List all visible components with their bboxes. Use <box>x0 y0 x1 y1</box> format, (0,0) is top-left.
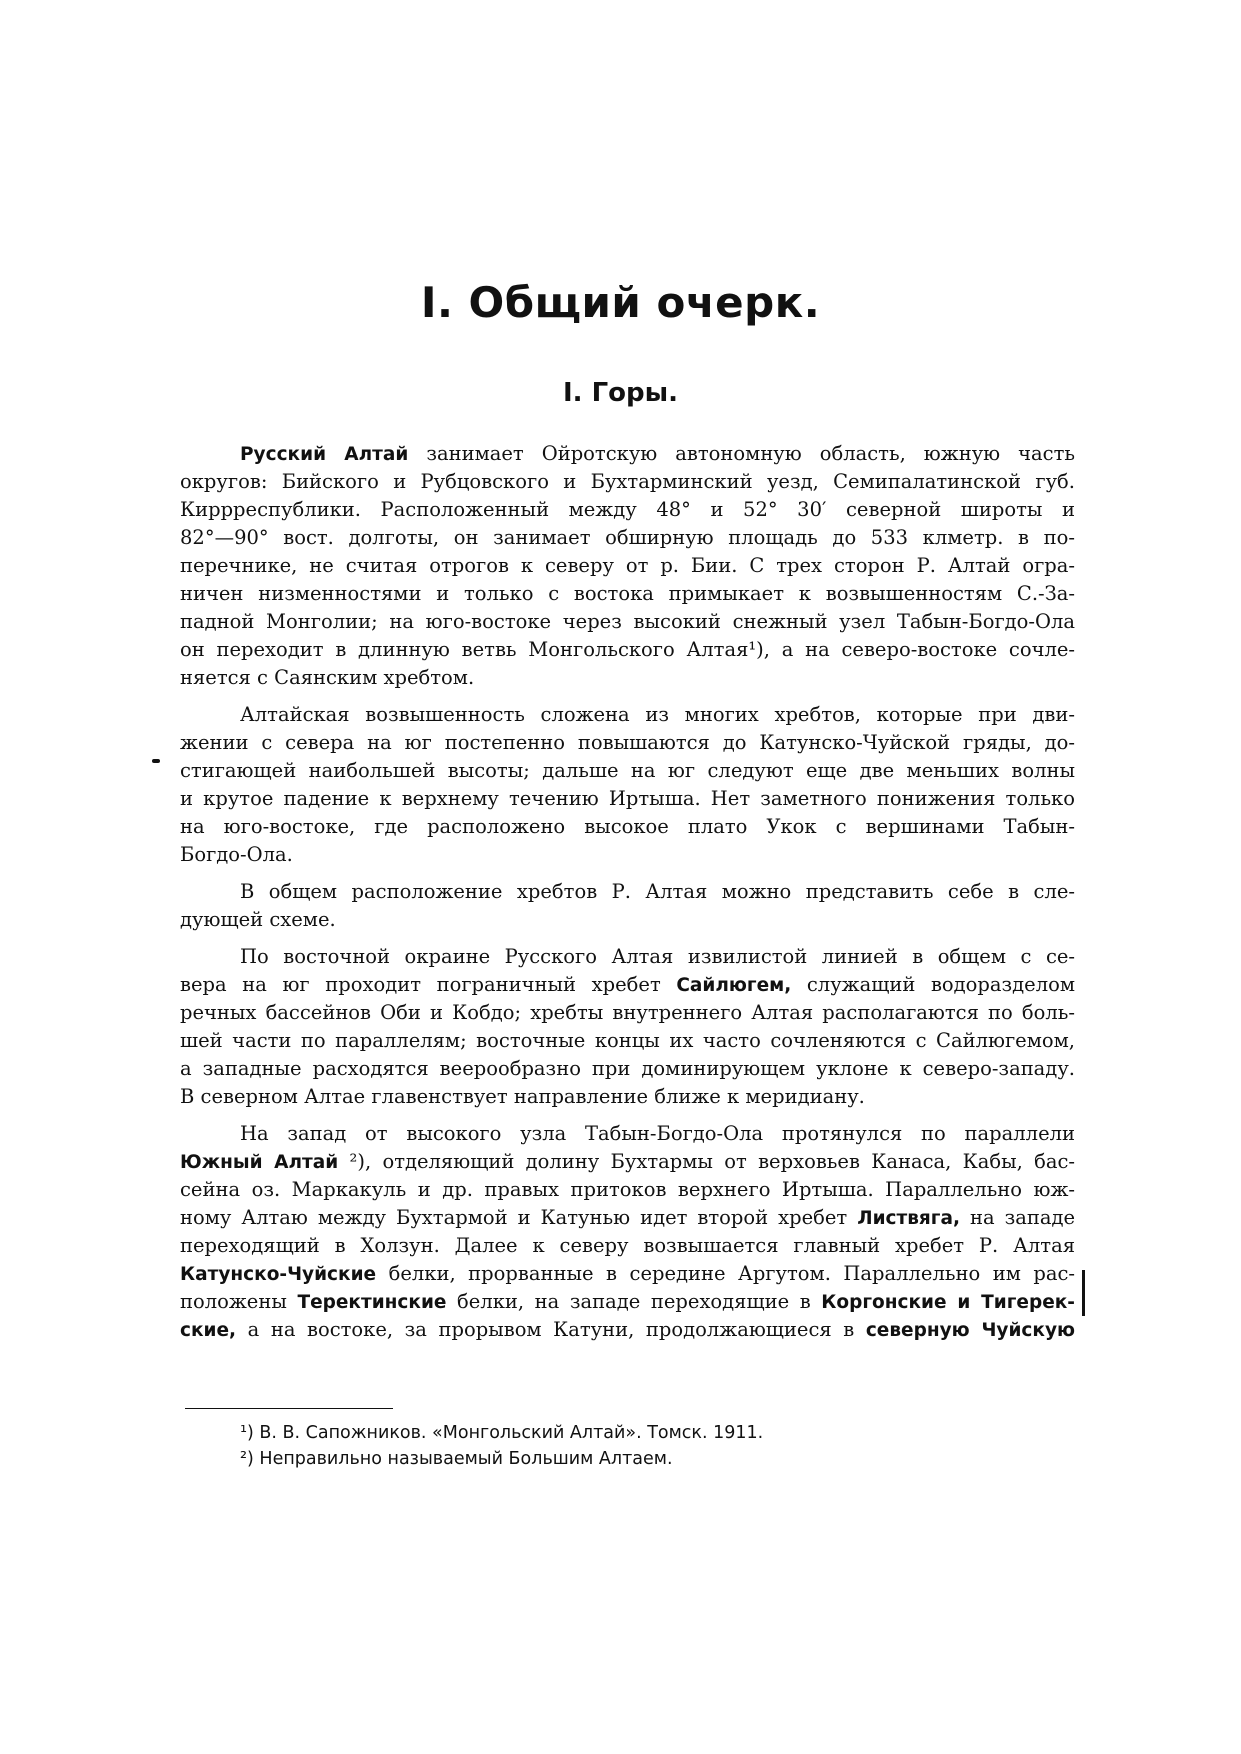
term: северную Чуйскую <box>865 1320 1075 1341</box>
term: ские, <box>180 1320 237 1341</box>
text-line: на юго-востоке, где расположено высокое плато Укок с вершинами Табын- <box>180 815 1075 838</box>
text-line: няется с Саянским хребтом. <box>180 666 475 689</box>
text-line: На запад от высокого узла Табын-Богдо-Ола протянулся по параллели <box>240 1122 1075 1145</box>
text-line: положены Теректинские белки, на западе переходящие в Коргонские и Тигерек- <box>180 1290 1075 1313</box>
margin-mark <box>152 759 160 763</box>
text-line: дующей схеме. <box>180 908 336 931</box>
paragraph <box>180 701 1075 869</box>
footnote-divider <box>185 1408 393 1409</box>
text-line: падной Монголии; на юго-востоке через высокий снежный узел Табын-Богдо-Ола <box>180 610 1075 633</box>
text-line: Алтайская возвышенность сложена из многих хребтов, которые при дви- <box>240 703 1075 726</box>
term: Русский Алтай <box>240 444 409 465</box>
text-line: В общем расположение хребтов Р. Алтая можно представить себе в сле- <box>240 880 1075 903</box>
text-line: округов: Бийского и Рубцовского и Бухтарминский уезд, Семипалатинской губ. <box>180 470 1075 493</box>
text-line: жении с севера на юг постепенно повышаются до Катунско-Чуйской гряды, до- <box>180 731 1075 754</box>
term: Листвяга, <box>857 1208 960 1229</box>
text-line: вера на юг проходит пограничный хребет Сайлюгем, служащий водоразделом <box>180 973 1076 996</box>
text-line: перечнике, не считая отрогов к северу от р. Бии. С трех сторон Р. Алтай огра- <box>180 554 1075 577</box>
text-line: Катунско-Чуйские белки, прорванные в середине Аргутом. Параллельно им рас- <box>180 1262 1075 1285</box>
section-title: I. Горы. <box>562 378 679 408</box>
text-line: речных бассейнов Оби и Кобдо; хребты внутреннего Алтая располагаются по боль- <box>180 1001 1075 1024</box>
term: Южный Алтай <box>180 1152 339 1173</box>
paragraph <box>180 878 1075 934</box>
text-line: переходящий в Холзун. Далее к северу возвышается главный хребет Р. Алтая <box>180 1234 1075 1257</box>
chapter-title: I. Общий очерк. <box>420 278 821 327</box>
body-text <box>180 440 1075 1353</box>
text-line: Богдо-Ола. <box>180 843 293 866</box>
text-line: Южный Алтай ²), отделяющий долину Бухтармы от верховьев Канаса, Кабы, бас- <box>180 1150 1076 1173</box>
paragraph <box>180 440 1075 692</box>
text-line: По восточной окраине Русского Алтая извилистой линией в общем с се- <box>240 945 1075 968</box>
margin-bracket <box>1082 1270 1085 1316</box>
text-line: сейна оз. Маркакуль и др. правых притоков верхнего Иртыша. Параллельно юж- <box>180 1178 1075 1201</box>
text-line: ничен низменностями и только с востока примыкает к возвышенностям С.-За- <box>180 582 1075 605</box>
text-line: ские, а на востоке, за прорывом Катуни, продолжающиеся в северную Чуйскую <box>180 1318 1075 1341</box>
text-line: шей части по параллелям; восточные концы их часто сочленяются с Сайлюгемом, <box>180 1029 1075 1052</box>
paragraph <box>180 1120 1075 1344</box>
footnote: ²) Неправильно называемый Большим Алтаем. <box>240 1449 673 1469</box>
footnotes <box>240 1420 763 1472</box>
text-line: Киррреспублики. Расположенный между 48° и 52° 30′ северной широты и <box>180 498 1075 521</box>
text-line: В северном Алтае главенствует направление ближе к меридиану. <box>180 1085 865 1108</box>
text-line: стигающей наибольшей высоты; дальше на юг следуют еще две меньших волны <box>180 759 1075 782</box>
text-line: и крутое падение к верхнему течению Иртыша. Нет заметного понижения только <box>180 787 1075 810</box>
paragraph <box>180 943 1075 1111</box>
term: Сайлюгем, <box>676 975 792 996</box>
text-line: Русский Алтай занимает Ойротскую автономную область, южную часть <box>240 442 1076 465</box>
term: Теректинские <box>297 1292 447 1313</box>
term: Коргонские и Тигерек- <box>821 1292 1075 1313</box>
text-line: ному Алтаю между Бухтармой и Катунью идет второй хребет Листвяга, на западе <box>180 1206 1075 1229</box>
text-line: 82°—90° вост. долготы, он занимает обширную площадь до 533 клметр. в по- <box>180 526 1075 549</box>
term: Катунско-Чуйские <box>180 1264 377 1285</box>
footnote: ¹) В. В. Сапожников. «Монгольский Алтай». Томск. 1911. <box>240 1423 764 1443</box>
text-line: а западные расходятся веерообразно при доминирующем уклоне к северо-западу. <box>180 1057 1075 1080</box>
text-line: он переходит в длинную ветвь Монгольского Алтая¹), а на северо-востоке сочле- <box>180 638 1075 661</box>
